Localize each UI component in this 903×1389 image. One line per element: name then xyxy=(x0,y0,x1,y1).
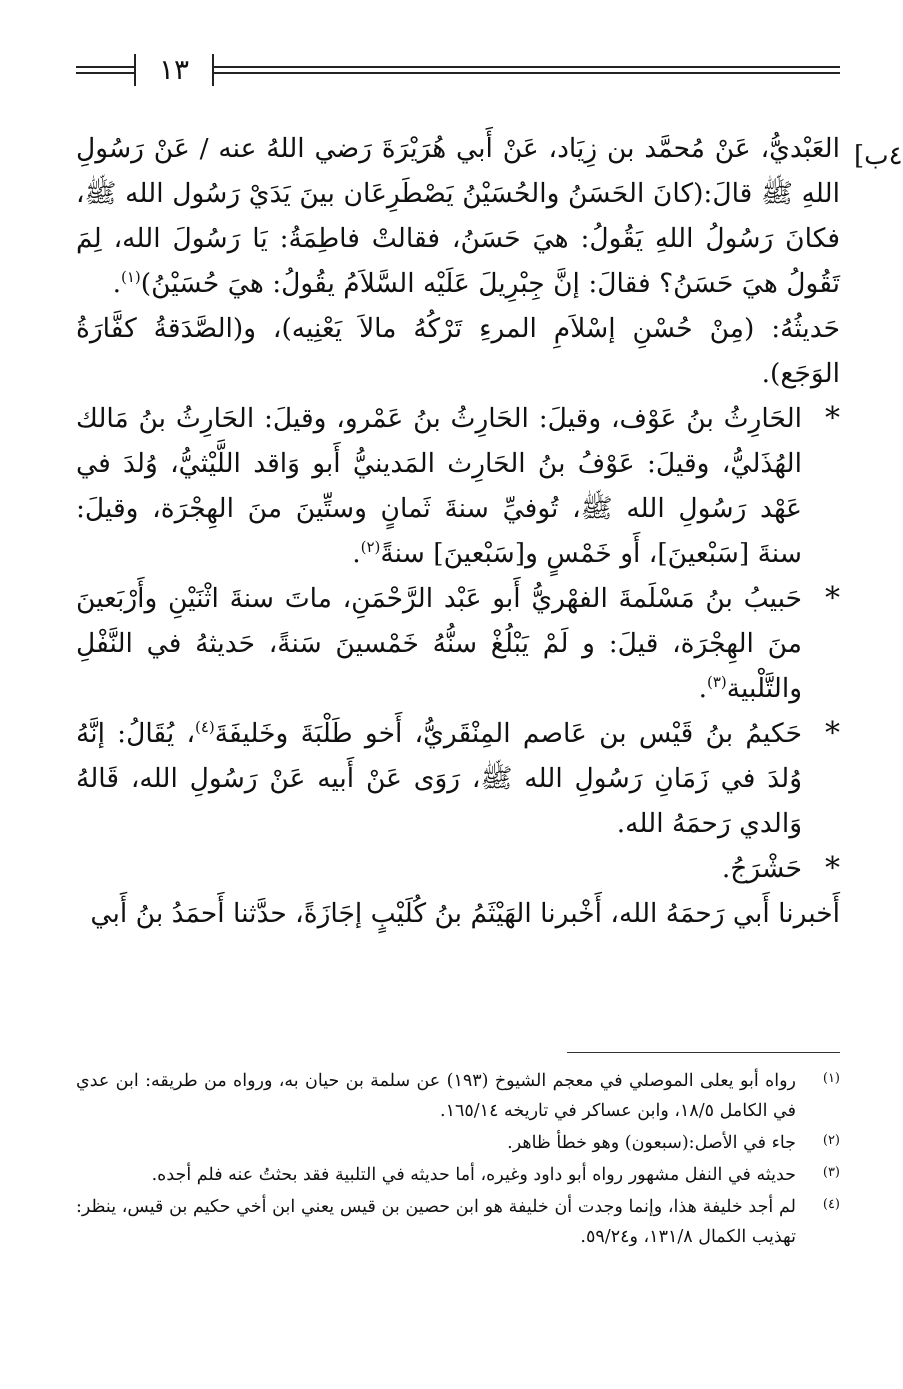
entry-harith-end: . xyxy=(352,538,361,569)
footnote-text: لم أجد خليفة هذا، وإنما وجدت أن خليفة هو ابن حصين بن قيس يعني ابن أخي حكيم بن قيس، ينظر: تهذيب الكمال ١٣١/٨، و٥٩/٢٤. xyxy=(76,1197,796,1247)
paragraph-his-hadith: حَديثُهُ: (مِنْ حُسْنِ إسْلاَمِ المرءِ تَرْكُهُ مالاَ يَعْنِيه)، و(الصَّدَقةُ كفَّارَةُ الوَجَع). xyxy=(76,313,840,389)
entry-hakim-text-cont: ، يُقَالُ: إنَّهُ وُلدَ في زَمَانِ رَسُولِ الله ﷺ، رَوَى عَنْ أَبيه عَنْ رَسُولِ الله، قَالهُ وَالدي رَحمَهُ الله. xyxy=(76,718,802,839)
entry-star-icon: * xyxy=(825,851,840,886)
footnote-number: (٤) xyxy=(822,1197,840,1212)
entry-star-icon: * xyxy=(825,401,840,436)
footnote xyxy=(76,1128,840,1158)
entry-hakim-ibn-qays xyxy=(76,711,840,846)
footnote-text: جاء في الأصل:(سبعون) وهو خطأ ظاهر. xyxy=(507,1133,796,1153)
header-rule-left xyxy=(76,66,134,74)
footnotes xyxy=(76,1066,840,1254)
paragraph-isnad: أَخبرنا أَبي رَحمَهُ الله، أَخْبرنا الهَيْثَمُ بنُ كُلَيْبٍ إجَازَةً، حدَّثنا أَحمَدُ بنُ أَبي xyxy=(90,898,840,929)
footnote xyxy=(76,1192,840,1252)
footnote xyxy=(76,1160,840,1190)
entry-habib-ibn-maslama xyxy=(76,576,840,711)
header-rule-right xyxy=(214,66,840,74)
footnote-ref-4: (٤) xyxy=(195,718,215,737)
entry-habib-text: حَبيبُ بنُ مَسْلَمةَ الفهْريُّ أَبو عَبْد الرَّحْمَنِ، ماتَ سنةَ اثْنَيْنِ وأَرْبَعينَ منَ الهِجْرَة، قيلَ: و لَمْ يَبْلُغْ سنُّهُ خَمْسينَ سَنةً، حَديثهُ في النَّفْلِ والتَّلْبية xyxy=(76,583,802,704)
main-text xyxy=(76,126,840,936)
margin-folio-note: [٤ب xyxy=(854,141,903,171)
paragraph-hadith xyxy=(76,126,840,306)
footnote-number: (١) xyxy=(822,1071,840,1086)
entry-star-icon: * xyxy=(825,716,840,751)
header-bar-left xyxy=(134,54,136,86)
footnote-number: (٣) xyxy=(822,1165,840,1180)
paragraph-hadith-text: العَبْديُّ، عَنْ مُحمَّد بن زِيَاد، عَنْ أَبي هُرَيْرَةَ رَضي اللهُ عنه / عَنْ رَسُولِ اللهِ ﷺ قالَ:(كانَ الحَسَنُ والحُسَيْنُ يَصْطَرِعَان بينَ يَدَيْ رَسُول الله ﷺ، فكانَ رَسُولُ اللهِ يَقُولُ: هيَ حَسَنُ، فقالتْ فاطِمَةُ: يَا رَسُولَ الله، لِمَ تَقُولُ هيَ حَسَنُ؟ فقالَ: إنَّ جِبْرِيلَ عَلَيْه السَّلاَمُ يقُولُ: هيَ حُسَيْنُ) xyxy=(76,133,840,299)
footnote-text: رواه أبو يعلى الموصلي في معجم الشيوخ (١٩٣) عن سلمة بن حيان به، ورواه من طريقه: ابن عدي في الكامل ١٨/٥، وابن عساكر في تاريخه ١٦٥/١٤. xyxy=(76,1071,797,1121)
footnote-ref-3: (٣) xyxy=(707,673,727,692)
footnote-ref-1: (١) xyxy=(121,268,141,287)
entry-habib-end: . xyxy=(698,673,707,704)
footnote-ref-2: (٢) xyxy=(360,538,381,557)
entry-star-icon: * xyxy=(825,581,840,616)
entry-hakim-text: حَكيمُ بنُ قَيْس بن عَاصم المِنْقَريُّ، أَخو طَلْبَةَ وخَليفَةَ xyxy=(214,718,802,749)
entry-harith-text: الحَارِثُ بنُ عَوْف، وقيلَ: الحَارِثُ بنُ عَمْرو، وقيلَ: الحَارِثُ بنُ مَالك الهُذَليُّ، وقيلَ: عَوْفُ بنُ الحَارِث المَدينيُّ أَبو وَاقد اللَّيْثيُّ، وُلدَ في عَهْد رَسُولِ الله ﷺ، تُوفيِّ سنةَ ثَمانٍ وستِّينَ منَ الهِجْرَة، وقيلَ: سنةَ [سَبْعينَ]، أَو خَمْسٍ و[سَبْعينَ] سنةً xyxy=(76,403,802,569)
footnote-number: (٢) xyxy=(822,1133,840,1148)
entry-hashraj xyxy=(76,846,840,891)
paragraph-hadith-end: . xyxy=(112,268,121,299)
footnote-separator xyxy=(567,1052,840,1053)
footnote-text: حديثه في النفل مشهور رواه أبو داود وغيره، أما حديثه في التلبية فقد بحثتُ عنه فلم أجده. xyxy=(151,1165,796,1185)
page-number: ١٣ xyxy=(158,53,190,86)
running-header xyxy=(76,50,840,94)
footnote xyxy=(76,1066,840,1126)
entry-hashraj-text: حَشْرَجُ. xyxy=(721,853,802,884)
entry-harith-ibn-awf xyxy=(76,396,840,576)
